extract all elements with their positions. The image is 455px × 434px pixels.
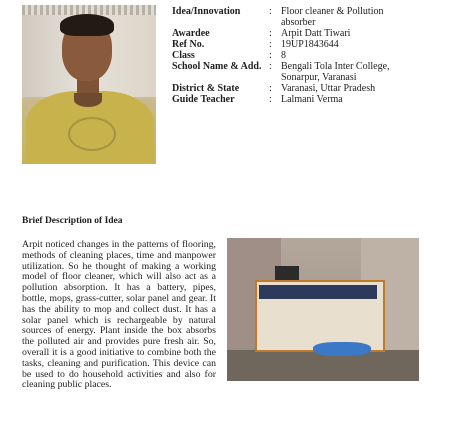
profile-value-line: Floor cleaner & Pollution (281, 6, 384, 17)
profile-info-table (172, 6, 452, 105)
profile-separator: : (269, 83, 272, 94)
profile-separator: : (269, 94, 272, 105)
profile-value: Lalmani Verma (281, 94, 343, 105)
profile-value: Varanasi, Uttar Pradesh (281, 83, 376, 94)
photo-shirt-print (68, 117, 116, 151)
photo-hair (60, 14, 114, 36)
profile-value-line: Bengali Tola Inter College, (281, 61, 390, 72)
device-photo (227, 238, 419, 381)
photo-collar (74, 93, 102, 107)
profile-value: Arpit Datt Tiwari (281, 28, 351, 39)
profile-label: Class (172, 50, 195, 61)
profile-separator: : (269, 61, 272, 72)
profile-value-line: absorber (281, 17, 316, 28)
profile-row-awardee (172, 28, 452, 39)
awardee-photo (22, 5, 156, 164)
profile-separator: : (269, 6, 272, 17)
profile-row-guide (172, 94, 452, 105)
profile-row-district (172, 83, 452, 94)
device-photo-bottle (313, 342, 371, 356)
profile-label: Guide Teacher (172, 94, 235, 105)
profile-row-ref-no (172, 39, 452, 50)
description-heading: Brief Description of Idea (22, 216, 123, 226)
profile-separator: : (269, 39, 272, 50)
profile-row-class (172, 50, 452, 61)
description-body: Arpit noticed changes in the patterns of flooring, methods of cleaning places, time and manpower utilization. So he thought of making a working model of floor cleaner, which will also act as a pollution absorption. It has a battery, pipes, bottle, mops, grass-cutter, solar panel and gear. It has the ability to mop and collect dust. It has a solar panel which is rechargeable by natural sources of energy. Plant inside the box absorbs the polluted air and provides pure fresh air. So, overall it is a good initiative to combine both the tasks, cleaning and purification. This device can be used to do household activities and also for cleaning public places. (22, 239, 216, 391)
profile-label: District & State (172, 83, 240, 94)
profile-value-line: Sonarpur, Varanasi (281, 72, 357, 83)
profile-value: 19UP1843644 (281, 39, 339, 50)
profile-label: Ref No. (172, 39, 205, 50)
profile-label: Idea/Innovation (172, 6, 241, 17)
device-photo-solar-panel (259, 285, 377, 299)
profile-value: 8 (281, 50, 286, 61)
profile-row-idea (172, 6, 452, 28)
profile-value (281, 6, 411, 28)
profile-separator: : (269, 28, 272, 39)
profile-value (281, 61, 411, 83)
profile-label: Awardee (172, 28, 210, 39)
profile-row-school (172, 61, 452, 83)
profile-separator: : (269, 50, 272, 61)
profile-label: School Name & Add. (172, 61, 262, 72)
